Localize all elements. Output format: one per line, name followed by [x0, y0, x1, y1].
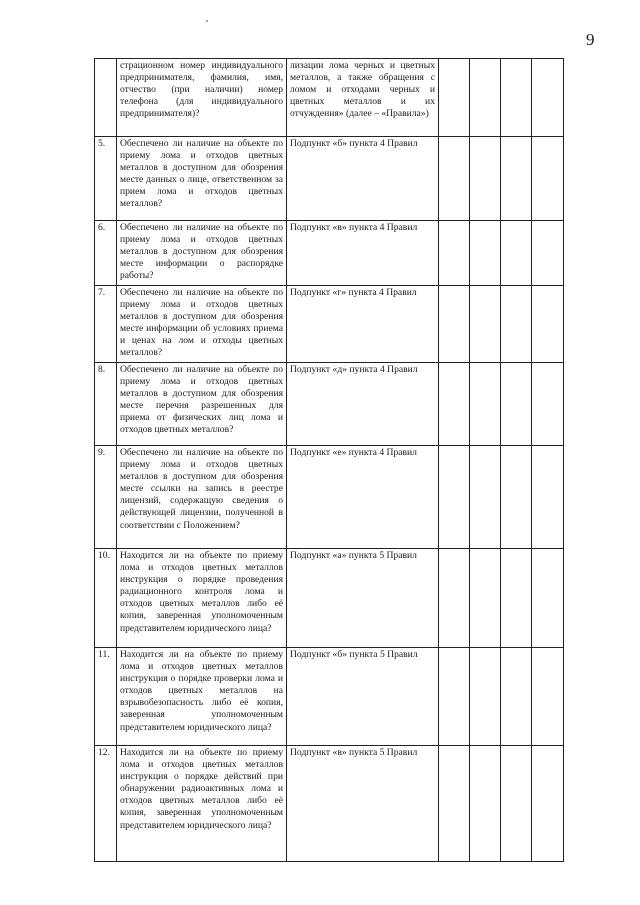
answer-cell [501, 286, 532, 363]
row-number: 9. [95, 446, 117, 549]
answer-cell [439, 221, 470, 286]
question-cell: Обеспечено ли наличие на объекте по приему лома и отходов цветных металлов в доступном для обозрения месте информации о распорядке работы? [117, 221, 287, 286]
answer-cell [439, 746, 470, 862]
answer-cell [439, 286, 470, 363]
reference-cell: Подпункт «б» пункта 4 Правил [287, 137, 439, 221]
question-cell: Находится ли на объекте по приему лома и отходов цветных металлов инструкция о порядке проведения радиационного контроля лома и отходов цветных металлов либо её копия, заверенная уполномоченным представителем юридического лица? [117, 549, 287, 648]
answer-cell [470, 446, 501, 549]
answer-cell [501, 363, 532, 446]
table-row [95, 286, 564, 363]
reference-cell: Подпункт «в» пункта 4 Правил [287, 221, 439, 286]
answer-cell [501, 446, 532, 549]
answer-cell [532, 549, 564, 648]
question-cell: Обеспечено ли наличие на объекте по приему лома и отходов цветных металлов в доступном для обозрения месте ссылки на запись в реестре лицензий, содержащую сведения о действующей лицензии, полученной в соответствии с Положением? [117, 446, 287, 549]
reference-cell: Подпункт «б» пункта 5 Правил [287, 648, 439, 746]
answer-cell [470, 549, 501, 648]
answer-cell [439, 446, 470, 549]
checklist-table [94, 58, 564, 862]
table-row [95, 446, 564, 549]
question-cell: Обеспечено ли наличие на объекте по приему лома и отходов цветных металлов в доступном для обозрения месте данных о лице, ответственном за прием лома и отходов цветных металлов? [117, 137, 287, 221]
question-cell: страционном номер индивидуального предпринимателя, фамилия, имя, отчество (при наличии) номер телефона (для индивидуального предпринимателя)? [117, 59, 287, 137]
answer-cell [501, 648, 532, 746]
answer-cell [501, 746, 532, 862]
question-cell: Обеспечено ли наличие на объекте по приему лома и отходов цветных металлов в доступном для обозрения месте информации об условиях приема и ценах на лом и отходы цветных металлов? [117, 286, 287, 363]
checklist-rows [95, 59, 564, 862]
row-number: 11. [95, 648, 117, 746]
reference-cell: Подпункт «в» пункта 5 Правил [287, 746, 439, 862]
reference-cell: лизации лома черных и цветных металлов, а также обращения с ломом и отходами черных и цветных металлов и их отчуждения» (далее – «Правила») [287, 59, 439, 137]
row-number: 12. [95, 746, 117, 862]
answer-cell [501, 137, 532, 221]
question-cell: Находится ли на объекте по приему лома и отходов цветных металлов инструкция о порядке проверки лома и отходов цветных металлов на взрывобезопасность либо её копия, заверенная уполномоченным представителем юридического лица? [117, 648, 287, 746]
answer-cell [470, 746, 501, 862]
answer-cell [470, 59, 501, 137]
answer-cell [470, 221, 501, 286]
answer-cell [439, 137, 470, 221]
table-row [95, 137, 564, 221]
answer-cell [532, 648, 564, 746]
answer-cell [532, 286, 564, 363]
row-number: 10. [95, 549, 117, 648]
reference-cell: Подпункт «д» пункта 4 Правил [287, 363, 439, 446]
answer-cell [532, 363, 564, 446]
question-cell: Обеспечено ли наличие на объекте по приему лома и отходов цветных металлов в доступном для обозрения месте перечня разрешенных для приема от физических лиц лома и отходов цветных металлов? [117, 363, 287, 446]
table-row [95, 363, 564, 446]
answer-cell [501, 59, 532, 137]
answer-cell [439, 549, 470, 648]
answer-cell [532, 221, 564, 286]
scan-speck [206, 20, 208, 22]
answer-cell [532, 137, 564, 221]
page-number: 9 [586, 30, 595, 49]
answer-cell [532, 746, 564, 862]
row-number: 5. [95, 137, 117, 221]
row-number: 8. [95, 363, 117, 446]
reference-cell: Подпункт «е» пункта 4 Правил [287, 446, 439, 549]
answer-cell [439, 363, 470, 446]
question-cell: Находится ли на объекте по приему лома и отходов цветных металлов инструкция о порядке действий при обнаружении радиоактивных лома и отходов цветных металлов либо её копия, заверенная уполномоченным представителем юридического лица? [117, 746, 287, 862]
row-number [95, 59, 117, 137]
answer-cell [501, 549, 532, 648]
reference-cell: Подпункт «а» пункта 5 Правил [287, 549, 439, 648]
table-row [95, 59, 564, 137]
answer-cell [470, 286, 501, 363]
answer-cell [532, 59, 564, 137]
answer-cell [470, 363, 501, 446]
answer-cell [470, 137, 501, 221]
answer-cell [470, 648, 501, 746]
table-row [95, 549, 564, 648]
reference-cell: Подпункт «г» пункта 4 Правил [287, 286, 439, 363]
answer-cell [439, 648, 470, 746]
answer-cell [439, 59, 470, 137]
table-row [95, 221, 564, 286]
answer-cell [501, 221, 532, 286]
row-number: 6. [95, 221, 117, 286]
table-row [95, 648, 564, 746]
answer-cell [532, 446, 564, 549]
table-row [95, 746, 564, 862]
row-number: 7. [95, 286, 117, 363]
